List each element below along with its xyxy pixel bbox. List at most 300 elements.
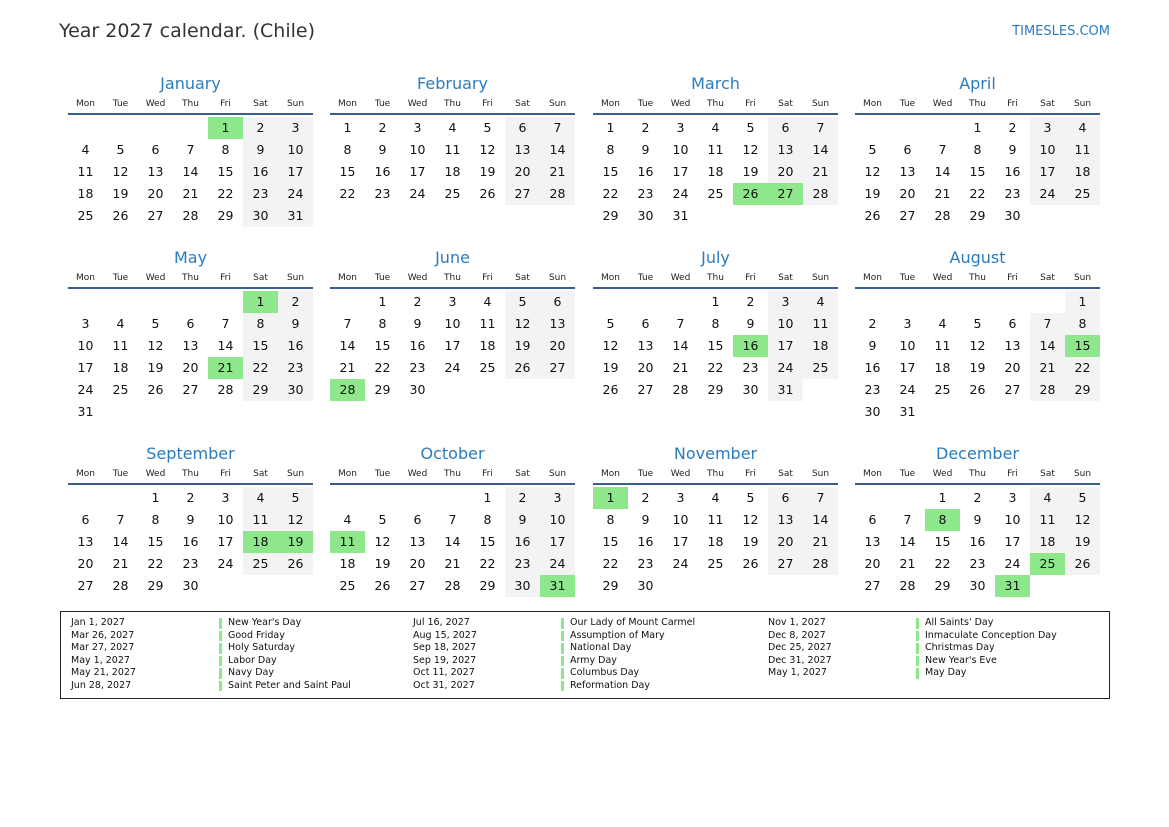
day-cell: 21	[182, 186, 199, 201]
day-cell: 13	[409, 534, 426, 549]
day-cell: 8	[606, 142, 615, 157]
weekday-label: Mon	[601, 99, 620, 109]
day-cell: 2	[186, 490, 195, 505]
day-cell: 1	[711, 294, 720, 309]
holiday-name: New Year's Day	[228, 617, 302, 628]
day-cell: 11	[803, 313, 838, 335]
day-cell: 14	[217, 338, 234, 353]
day-cell: 16	[243, 161, 278, 183]
day-cell: 23	[374, 186, 391, 201]
day-cell: 5	[505, 291, 540, 313]
day-cell: 29	[147, 578, 164, 593]
weekday-label: Sat	[515, 273, 530, 283]
day-cell: 22	[374, 360, 391, 375]
day-cell: 20	[77, 556, 94, 571]
day-cell: 16	[1004, 164, 1021, 179]
day-cell: 13	[540, 313, 575, 335]
holiday-entry	[768, 617, 1088, 630]
weekday-label: Wed	[670, 273, 691, 283]
holiday-name: Holy Saturday	[228, 642, 296, 654]
day-cell: 2	[243, 117, 278, 139]
day-cell: 15	[934, 534, 951, 549]
day-cell: 14	[182, 164, 199, 179]
day-cell: 29	[934, 578, 951, 593]
weekday-label: Sat	[1040, 273, 1055, 283]
day-cell: 10	[1030, 139, 1065, 161]
day-cell: 13	[182, 338, 199, 353]
day-cell: 15	[707, 338, 724, 353]
empty-cell	[890, 117, 925, 139]
empty-cell	[925, 117, 960, 139]
day-cell: 1	[938, 490, 947, 505]
day-cell: 20	[864, 556, 881, 571]
weekday-label: Tue	[374, 99, 391, 109]
weekday-label: Thu	[182, 273, 199, 283]
month-february	[330, 73, 575, 205]
weekday-label: Wed	[670, 99, 691, 109]
holiday-date: Oct 11, 2027	[413, 667, 475, 679]
day-cell: 22	[339, 186, 356, 201]
day-cell: 2	[378, 120, 387, 135]
day-cell: 18	[444, 164, 461, 179]
holiday-name: Labor Day	[228, 654, 277, 666]
weekday-header	[68, 270, 313, 286]
day-cell: 6	[768, 117, 803, 139]
day-cell: 10	[672, 512, 689, 527]
weekday-label: Mon	[601, 273, 620, 283]
day-cell: 14	[934, 164, 951, 179]
month-name: November	[673, 444, 758, 463]
day-cell: 7	[803, 487, 838, 509]
day-cell: 18	[803, 335, 838, 357]
day-cell: 26	[505, 357, 540, 379]
day-cell: 26	[864, 208, 881, 223]
weekday-header	[593, 96, 838, 112]
day-cell: 27	[409, 578, 426, 593]
weekday-label: Wed	[145, 273, 166, 283]
day-cell: 18	[77, 186, 94, 201]
day-cell: 30	[969, 578, 986, 593]
header-rule	[330, 287, 575, 289]
day-cell: 12	[479, 142, 496, 157]
weekday-label: Sat	[253, 273, 268, 283]
day-cell: 22	[707, 360, 724, 375]
day-cell: 1	[378, 294, 387, 309]
day-cell: 24	[672, 186, 689, 201]
day-cell: 10	[409, 142, 426, 157]
day-cell: 26	[969, 382, 986, 397]
day-cell: 5	[483, 120, 492, 135]
day-cell: 16	[505, 531, 540, 553]
day-cell: 18	[707, 534, 724, 549]
empty-cell	[365, 487, 400, 509]
day-cell: 27	[637, 382, 654, 397]
day-cell: 16	[182, 534, 199, 549]
day-cell: 12	[505, 313, 540, 335]
weekday-label: Wed	[407, 273, 428, 283]
day-cell: 9	[641, 142, 650, 157]
weekday-label: Fri	[1007, 469, 1018, 479]
weekday-label: Thu	[969, 99, 986, 109]
day-cell: 5	[1065, 487, 1100, 509]
day-cell: 30	[864, 404, 881, 419]
day-cell: 27	[864, 578, 881, 593]
day-cell: 18	[339, 556, 356, 571]
weekday-label: Fri	[482, 469, 493, 479]
holiday-marker	[561, 643, 564, 654]
day-cell: 18	[1030, 531, 1065, 553]
day-cell: 9	[278, 313, 313, 335]
day-cell: 30	[1004, 208, 1021, 223]
day-cell: 24	[77, 382, 94, 397]
day-cell: 18	[707, 164, 724, 179]
day-cell: 25	[479, 360, 496, 375]
day-cell: 19	[1065, 531, 1100, 553]
empty-cell	[208, 291, 243, 313]
day-cell: 1	[606, 120, 615, 135]
holiday-date: Aug 15, 2027	[413, 629, 477, 641]
day-cell: 14	[672, 338, 689, 353]
day-cell: 16	[637, 164, 654, 179]
holiday-name: May Day	[925, 667, 967, 679]
day-cell: 27	[540, 357, 575, 379]
day-cell: 17	[409, 164, 426, 179]
day-cell: 18	[934, 360, 951, 375]
weekday-label: Mon	[76, 273, 95, 283]
day-cell: 31	[672, 208, 689, 223]
day-cell: 23	[864, 382, 881, 397]
day-cell: 28	[934, 208, 951, 223]
day-cell: 19	[479, 164, 496, 179]
holiday-list	[60, 611, 1110, 699]
empty-cell	[855, 487, 890, 509]
weekday-label: Mon	[601, 469, 620, 479]
day-cell: 11	[444, 142, 461, 157]
day-cell: 17	[1004, 534, 1021, 549]
empty-cell	[330, 291, 365, 313]
day-cell: 8	[973, 142, 982, 157]
day-cell: 2	[868, 316, 877, 331]
day-cell: 31	[278, 205, 313, 227]
empty-cell	[68, 487, 103, 509]
day-cell: 25	[112, 382, 129, 397]
holiday-marker	[219, 643, 222, 654]
day-cell: 22	[602, 186, 619, 201]
empty-cell	[628, 291, 663, 313]
weekday-label: Thu	[444, 469, 461, 479]
weekday-label: Sun	[1073, 469, 1092, 479]
holiday-date: Sep 18, 2027	[413, 642, 477, 654]
month-october	[330, 443, 575, 597]
day-cell: 11	[1030, 509, 1065, 531]
weekday-header	[68, 466, 313, 482]
day-cell: 15	[217, 164, 234, 179]
holiday-day-cell: 8	[925, 509, 960, 531]
day-cell: 22	[602, 556, 619, 571]
weekday-label: Mon	[338, 273, 357, 283]
day-cell: 14	[803, 509, 838, 531]
day-cell: 9	[378, 142, 387, 157]
day-cell: 3	[413, 120, 422, 135]
weekday-label: Tue	[899, 99, 916, 109]
day-cell: 10	[278, 139, 313, 161]
weekday-label: Sun	[548, 99, 567, 109]
day-cell: 23	[505, 553, 540, 575]
holiday-name: Navy Day	[228, 667, 274, 679]
holiday-marker	[561, 681, 564, 692]
weekday-label: Tue	[899, 273, 916, 283]
day-cell: 3	[1030, 117, 1065, 139]
day-cell: 11	[479, 316, 496, 331]
day-cell: 23	[637, 186, 654, 201]
day-cell: 26	[1065, 553, 1100, 575]
day-cell: 16	[864, 360, 881, 375]
day-cell: 7	[343, 316, 352, 331]
holiday-entry	[413, 667, 733, 680]
weekday-header	[330, 270, 575, 286]
holiday-name: Good Friday	[228, 629, 285, 641]
day-cell: 5	[606, 316, 615, 331]
day-cell: 17	[1030, 161, 1065, 183]
day-cell: 17	[540, 531, 575, 553]
day-cell: 5	[116, 142, 125, 157]
day-cell: 22	[217, 186, 234, 201]
holiday-entry	[768, 667, 1088, 680]
weekday-label: Fri	[220, 99, 231, 109]
day-cell: 4	[1065, 117, 1100, 139]
month-name: April	[959, 74, 996, 93]
holiday-marker	[219, 618, 222, 629]
day-cell: 30	[637, 578, 654, 593]
day-grid	[330, 487, 575, 597]
day-cell: 17	[278, 161, 313, 183]
day-cell: 27	[77, 578, 94, 593]
holiday-marker	[916, 643, 919, 654]
holiday-name: Army Day	[570, 654, 617, 666]
empty-cell	[330, 487, 365, 509]
holiday-day-cell: 16	[733, 335, 768, 357]
month-name: June	[435, 248, 470, 267]
day-cell: 10	[899, 338, 916, 353]
weekday-label: Tue	[637, 469, 654, 479]
weekday-label: Sat	[253, 99, 268, 109]
day-cell: 11	[707, 512, 724, 527]
day-cell: 5	[973, 316, 982, 331]
day-cell: 20	[1004, 360, 1021, 375]
holiday-day-cell: 31	[540, 575, 575, 597]
day-cell: 3	[1008, 490, 1017, 505]
weekday-label: Sat	[778, 99, 793, 109]
day-cell: 15	[602, 164, 619, 179]
holiday-marker	[219, 656, 222, 667]
day-cell: 21	[672, 360, 689, 375]
day-cell: 28	[540, 183, 575, 205]
day-cell: 21	[112, 556, 129, 571]
day-cell: 7	[803, 117, 838, 139]
day-cell: 3	[278, 117, 313, 139]
day-cell: 27	[1004, 382, 1021, 397]
day-cell: 19	[864, 186, 881, 201]
day-cell: 17	[77, 360, 94, 375]
day-cell: 6	[641, 316, 650, 331]
site-link[interactable]: TIMESLES.COM	[1012, 24, 1110, 39]
holiday-date: Dec 31, 2027	[768, 654, 832, 666]
day-cell: 28	[1030, 379, 1065, 401]
day-cell: 19	[742, 534, 759, 549]
holiday-entry	[768, 642, 1088, 655]
holiday-day-cell: 19	[278, 531, 313, 553]
day-cell: 14	[899, 534, 916, 549]
day-cell: 2	[278, 291, 313, 313]
day-cell: 4	[448, 120, 457, 135]
empty-cell	[855, 117, 890, 139]
weekday-label: Tue	[899, 469, 916, 479]
day-cell: 11	[77, 164, 94, 179]
holiday-marker	[561, 656, 564, 667]
day-cell: 27	[768, 553, 803, 575]
day-cell: 12	[374, 534, 391, 549]
header-rule	[593, 287, 838, 289]
holiday-date: Mar 27, 2027	[71, 642, 135, 654]
day-cell: 5	[746, 490, 755, 505]
holiday-entry	[413, 617, 733, 630]
month-name: July	[701, 248, 730, 267]
weekday-header	[855, 466, 1100, 482]
day-cell: 11	[112, 338, 129, 353]
weekday-label: Sun	[811, 469, 830, 479]
month-name: August	[949, 248, 1006, 267]
holiday-marker	[561, 631, 564, 642]
day-cell: 22	[147, 556, 164, 571]
day-cell: 25	[243, 553, 278, 575]
header-rule	[68, 113, 313, 115]
weekday-label: Sun	[286, 99, 305, 109]
day-cell: 28	[803, 553, 838, 575]
day-cell: 6	[903, 142, 912, 157]
day-cell: 17	[217, 534, 234, 549]
day-cell: 4	[938, 316, 947, 331]
weekday-label: Thu	[444, 273, 461, 283]
holiday-entry	[71, 630, 391, 643]
day-cell: 30	[742, 382, 759, 397]
header-rule	[68, 483, 313, 485]
day-cell: 9	[1008, 142, 1017, 157]
month-name: May	[173, 248, 208, 267]
day-cell: 24	[409, 186, 426, 201]
day-cell: 21	[934, 186, 951, 201]
day-cell: 26	[742, 556, 759, 571]
empty-cell	[68, 117, 103, 139]
holiday-date: Jun 28, 2027	[71, 679, 132, 691]
day-cell: 2	[973, 490, 982, 505]
day-cell: 6	[81, 512, 90, 527]
day-cell: 17	[444, 338, 461, 353]
day-cell: 10	[77, 338, 94, 353]
day-cell: 29	[602, 578, 619, 593]
holiday-entry	[768, 655, 1088, 668]
day-cell: 13	[147, 164, 164, 179]
weekday-label: Tue	[374, 469, 391, 479]
day-cell: 19	[505, 335, 540, 357]
weekday-header	[593, 270, 838, 286]
day-cell: 24	[899, 382, 916, 397]
weekday-header	[330, 466, 575, 482]
day-cell: 25	[339, 578, 356, 593]
day-cell: 1	[343, 120, 352, 135]
day-cell: 4	[1030, 487, 1065, 509]
empty-cell	[435, 487, 470, 509]
day-cell: 23	[278, 357, 313, 379]
day-cell: 7	[448, 512, 457, 527]
holiday-entry	[71, 655, 391, 668]
day-cell: 4	[116, 316, 125, 331]
day-cell: 3	[676, 490, 685, 505]
weekday-label: Wed	[932, 469, 953, 479]
weekday-header	[68, 96, 313, 112]
day-cell: 4	[243, 487, 278, 509]
day-cell: 14	[339, 338, 356, 353]
holiday-marker	[219, 631, 222, 642]
day-cell: 1	[483, 490, 492, 505]
holiday-day-cell: 21	[208, 357, 243, 379]
day-cell: 16	[278, 335, 313, 357]
empty-cell	[68, 291, 103, 313]
day-cell: 6	[1008, 316, 1017, 331]
day-cell: 12	[742, 142, 759, 157]
day-cell: 13	[1004, 338, 1021, 353]
day-cell: 21	[339, 360, 356, 375]
weekday-label: Fri	[745, 273, 756, 283]
weekday-label: Sat	[515, 99, 530, 109]
weekday-label: Tue	[374, 273, 391, 283]
empty-cell	[663, 291, 698, 313]
holiday-marker	[916, 668, 919, 679]
day-cell: 8	[483, 512, 492, 527]
holiday-date: Oct 31, 2027	[413, 679, 475, 691]
day-cell: 11	[243, 509, 278, 531]
day-cell: 26	[147, 382, 164, 397]
day-cell: 30	[637, 208, 654, 223]
day-grid	[330, 117, 575, 205]
day-cell: 14	[540, 139, 575, 161]
day-cell: 7	[540, 117, 575, 139]
holiday-entry	[413, 630, 733, 643]
day-cell: 25	[803, 357, 838, 379]
day-cell: 23	[1004, 186, 1021, 201]
day-cell: 31	[77, 404, 94, 419]
day-cell: 8	[378, 316, 387, 331]
day-cell: 7	[676, 316, 685, 331]
holiday-date: Mar 26, 2027	[71, 629, 135, 641]
day-cell: 25	[934, 382, 951, 397]
weekday-label: Tue	[112, 273, 129, 283]
day-cell: 20	[540, 335, 575, 357]
day-cell: 20	[182, 360, 199, 375]
day-cell: 21	[444, 556, 461, 571]
holiday-column	[71, 617, 391, 693]
day-cell: 13	[899, 164, 916, 179]
month-name: December	[936, 444, 1019, 463]
day-cell: 19	[602, 360, 619, 375]
day-cell: 14	[112, 534, 129, 549]
holiday-marker	[916, 656, 919, 667]
day-cell: 24	[1004, 556, 1021, 571]
day-cell: 23	[969, 556, 986, 571]
holiday-date: Nov 1, 2027	[768, 617, 826, 628]
day-cell: 29	[1065, 379, 1100, 401]
day-grid	[593, 117, 838, 227]
day-cell: 28	[217, 382, 234, 397]
